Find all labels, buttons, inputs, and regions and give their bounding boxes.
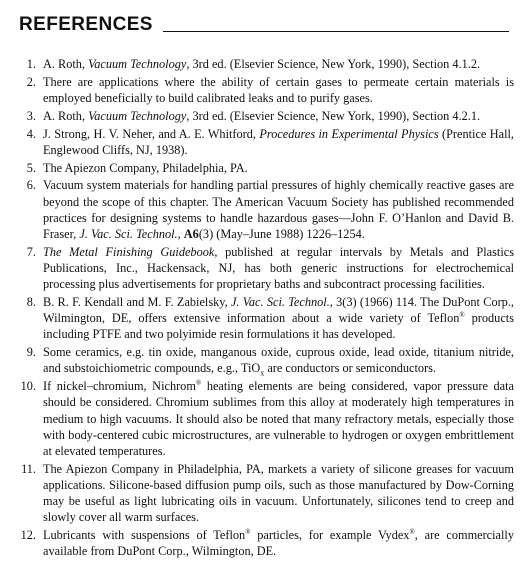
reference-text-segment: ® [195,379,202,388]
reference-text [43,379,514,458]
reference-text-segment: J. Strong, H. V. Neher, and A. E. Whitford, [43,126,260,141]
reference-text-segment: Vacuum system materials for handling partial pressures of highly chemically reactive gases are beyond the scope of this chapter. The American Vacuum Society has published recommended practices for designing systems to handle hazardous gases—John F. O’Hanlon and David B. Fraser, [43,178,514,241]
reference-text-segment: , 3rd ed. (Elsevier Science, New York, 1990), Section 4.2.1. [186,108,481,123]
reference-text [43,295,514,341]
reference-text-segment: Vacuum Technology [88,57,187,71]
reference-text-segment: B. R. F. Kendall and M. F. Zabielsky, [43,295,231,309]
heading-rule [163,31,509,32]
reference-item [0,177,522,242]
reference-number: 5. [26,160,36,175]
references-list [0,56,522,561]
reference-item [0,108,522,124]
reference-text-segment: Procedures in Experimental Physics [259,126,439,141]
reference-text-segment: , published at regular intervals by Metals and Plastics Publications, Inc., Hackensack, NJ, has both generic instructions for electrochemical processing plus advertisements for proprietary baths and subcontract processing facilities. [43,244,514,292]
reference-text-segment: , 3rd ed. (Elsevier Science, New York, 1990), Section 4.1.2. [186,57,481,71]
reference-text-segment: (Prentice Hall, Englewood Cliffs, NJ, 1938). [43,126,514,157]
reference-number: 2. [26,74,36,89]
reference-text [43,127,514,157]
reference-text [43,161,248,175]
reference-text-segment: The Apiezon Company in Philadelphia, PA, markets a variety of silicone greases for vacuum applications. Silicone-based diffusion pump oils, such as those manufactured by Dow-Corning may be useful as light lubricating oils in vacuum. Unfortunately, silicones tend to creep and slowly cover all warm surfaces. [43,461,514,525]
reference-text-segment: Some ceramics, e.g. tin oxide, manganous oxide, cuprous oxide, lead oxide, titanium nitride, and substoichiometric compounds, e.g., TiO [43,345,514,376]
reference-item [0,344,522,376]
reference-item [0,74,522,106]
reference-text [43,462,514,525]
reference-number: 12. [20,528,36,543]
reference-text-segment: Lubricants with suspensions of Teflon [43,528,246,543]
reference-text [43,109,480,123]
reference-text-segment: A. Roth, [43,57,89,71]
reference-text-segment: heating elements are being considered, vapor pressure data should be considered. Chromium sublimes from this alloy at moderately high temperatures in medium to high vacuums. It should also be noted that many refractory metals, especially those with body-centered cubic microstructures, are vulnerable to hydrogen or oxygen embrittlement at elevated temperatures. [43,379,514,459]
reference-text-segment: (3) (May–June 1988) 1226–1254. [198,227,365,241]
references-heading: REFERENCES [19,14,153,35]
reference-text [43,345,514,378]
reference-item [0,126,522,158]
reference-item [0,461,522,526]
reference-text-segment: The Apiezon Company, Philadelphia, PA. [43,160,248,175]
reference-text-segment: , are commercially available from DuPont Corp., Wilmington, DE. [43,528,514,559]
reference-item [0,244,522,293]
reference-text-segment: The Metal Finishing Guidebook [43,244,215,259]
reference-number: 11. [21,461,36,476]
reference-text-segment: ® [459,311,465,320]
reference-item [0,56,522,72]
reference-number: 6. [26,178,36,193]
reference-number: 3. [26,108,36,123]
reference-number: 8. [26,295,36,309]
reference-text-segment: particles, for example Vydex [250,528,410,543]
reference-item [0,160,522,176]
reference-number: 1. [26,57,36,71]
reference-number: 9. [26,345,36,360]
references-heading-row [19,9,509,37]
reference-text-segment: ® [409,528,415,537]
reference-text [43,528,514,558]
reference-item [0,378,522,459]
reference-text-segment: x [260,368,265,378]
reference-text-segment: ® [245,528,251,537]
reference-text-segment: Vacuum Technology [88,108,187,123]
reference-text-segment: There are applications where the ability of certain gases to permeate certain materials is employed beneficially to build calibrated leaks and to purify gases. [43,74,514,105]
reference-item [0,527,522,559]
reference-text-segment: , [177,227,184,241]
reference-text-segment: are conductors or semiconductors. [264,361,437,376]
reference-number: 7. [26,244,36,259]
reference-number: 10. [20,379,36,394]
reference-number: 4. [26,126,36,141]
reference-text [43,245,514,291]
reference-text-segment: A6 [183,227,199,241]
reference-text-segment: A. Roth, [43,108,89,123]
reference-text [43,75,514,105]
reference-text-segment: J. Vac. Sci. Technol. [230,295,330,309]
reference-text-segment: If nickel–chromium, Nichrom [43,379,196,394]
reference-text [43,57,480,71]
reference-text-segment: products including PTFE and two polyimide resin formulations it has developed. [43,311,514,342]
reference-text-segment: , 3(3) (1966) 114. The DuPont Corp., Wilmington, DE, offers extensive information about a wide variety of Teflon [43,295,514,326]
reference-text-segment: J. Vac. Sci. Technol. [79,227,178,241]
reference-item [0,294,522,343]
reference-text [43,178,514,241]
